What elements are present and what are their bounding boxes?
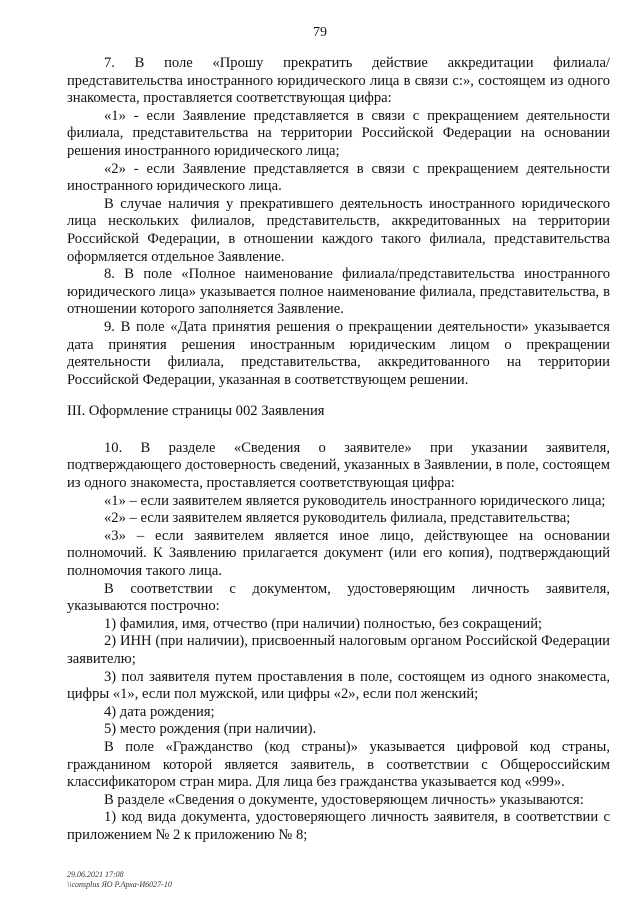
page-number: 79 xyxy=(313,25,327,40)
list-item-name: 1) фамилия, имя, отчество (при наличии) полностью, без сокращений; xyxy=(104,615,543,632)
paragraph-10-option-1: «1» – если заявителем является руководитель иностранного юридического лица; xyxy=(104,492,606,509)
footer-date: 29.06.2021 17:08 xyxy=(67,870,124,879)
paragraph-identity-intro: В соответствии с документом, удостоверяющим личность заявителя, указываются построчно: xyxy=(67,580,610,615)
section-heading: III. Оформление страницы 002 Заявления xyxy=(67,403,325,420)
paragraph-10-option-2: «2» – если заявителем является руководитель филиала, представительства; xyxy=(104,510,571,527)
paragraph-9: 9. В поле «Дата принятия решения о прекращении деятельности» указывается дата принятия решения иностранным юридическим лицом о прекращении деятельности филиала, представительства, аккредитованного на территории Российской Федерации, указанная в соответствующем решении. xyxy=(67,318,610,388)
document-body xyxy=(67,55,610,845)
paragraph-citizenship: В поле «Гражданство (код страны)» указывается цифровой код страны, гражданином которой является заявитель, в соответствии с Общероссийским классификатором стран мира. Для лица без гражданства указывается код «999». xyxy=(67,738,610,791)
paragraph-10: 10. В разделе «Сведения о заявителе» при указании заявителя, подтверждающего достоверность сведений, указанных в Заявлении, в поле, состоящем из одного знакоместа, проставляется соответствующая цифра: xyxy=(67,439,610,492)
paragraph-8: 8. В поле «Полное наименование филиала/представительства иностранного юридического лица» указывается полное наименование филиала, представительства, в отношении которого заполняется Заявление. xyxy=(67,266,610,318)
list-item-document-code: 1) код вида документа, удостоверяющего личность заявителя, в соответствии с приложением № 2 к приложению № 8; xyxy=(67,809,610,843)
list-item-birth-place: 5) место рождения (при наличии). xyxy=(104,721,317,738)
paragraph-7: 7. В поле «Прошу прекратить действие аккредитации филиала/представительства иностранного юридического лица в связи с:», состоящем из одного знакоместа, проставляется соответствующая цифра: xyxy=(67,55,610,107)
footer-path: \\consplus ЯО Р.Арха-И6027-10 xyxy=(67,880,172,889)
list-item-inn: 2) ИНН (при наличии), присвоенный налоговым органом Российской Федерации заявителю; xyxy=(67,633,610,667)
paragraph-7-note: В случае наличия у прекратившего деятельность иностранного юридического лица нескольких филиалов, представительств, аккредитованных на территории Российской Федерации, в отношении каждого такого филиала, представительства оформляется отдельное Заявление. xyxy=(67,195,610,265)
list-item-birth-date: 4) дата рождения; xyxy=(104,703,215,720)
paragraph-document-section: В разделе «Сведения о документе, удостоверяющем личность» указываются: xyxy=(104,791,584,808)
list-item-gender: 3) пол заявителя путем проставления в поле, состоящем из одного знакоместа, цифры «1», если пол мужской, или цифры «2», если пол женский; xyxy=(67,668,610,703)
paragraph-7-option-1: «1» - если Заявление представляется в связи с прекращением деятельности филиала, представительства на территории Российской Федерации на основании решения иностранного юридического лица; xyxy=(67,107,610,159)
paragraph-7-option-2: «2» - если Заявление представляется в связи с прекращением деятельности иностранного юридического лица. xyxy=(67,160,610,195)
paragraph-10-option-3: «3» – если заявителем является иное лицо, действующее на основании полномочий. К Заявлению прилагается документ (или его копия), подтверждающий полномочия такого лица. xyxy=(67,527,610,580)
footer-stamp xyxy=(67,870,172,890)
